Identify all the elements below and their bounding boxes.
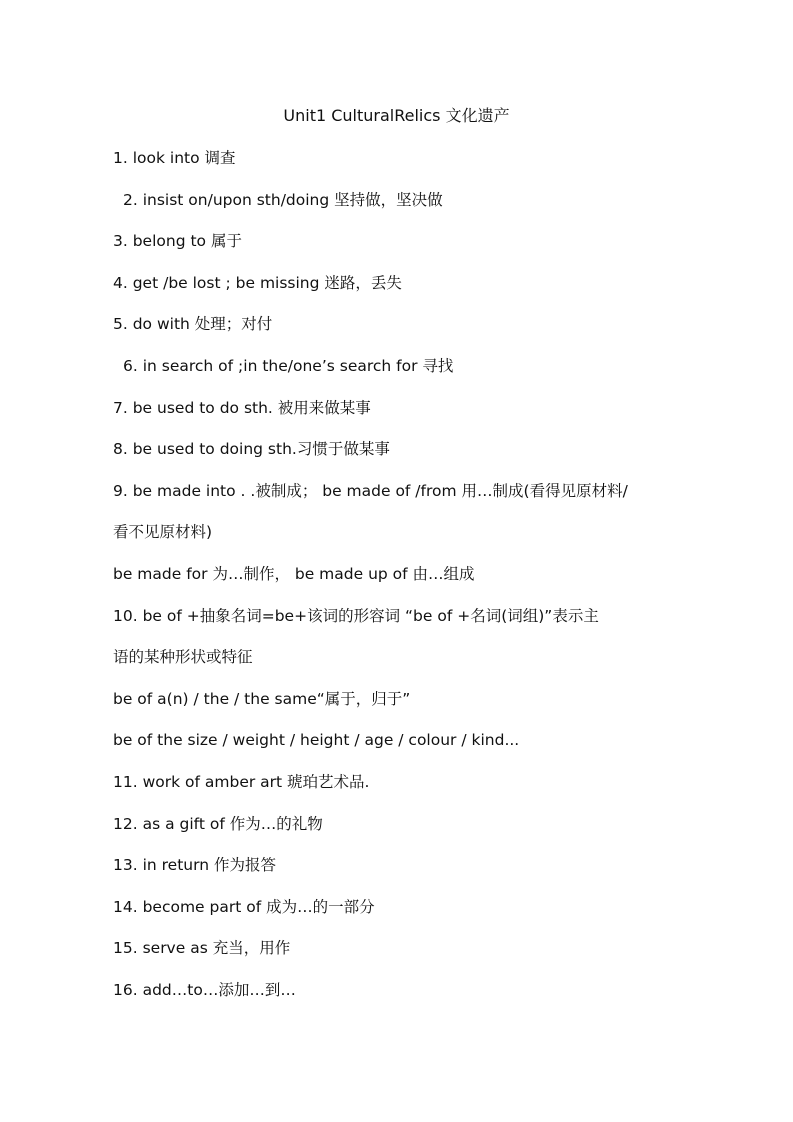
list-item: be of a(n) / the / the same“属于，归于” [113,689,411,708]
list-item: be of the size / weight / height / age / colour / kind... [113,731,520,750]
list-item: 1. look into 调查 [113,149,236,167]
list-item: be made for 为…制作， be made up of 由…组成 [113,564,475,583]
list-item: 15. serve as 充当，用作 [113,939,291,958]
page-title: Unit1 CulturalRelics 文化遗产 [283,106,510,125]
list-item: 12. as a gift of 作为…的礼物 [113,814,323,833]
list-item: 9. be made into . .被制成； be made of /from 用…制成(看得见原材料/ [113,481,628,500]
list-item: 13. in return 作为报答 [113,856,276,875]
list-item: 10. be of +抽象名词=be+该词的形容词 “be of +名词(词组)”表示主 [113,606,599,625]
list-item: 3. belong to 属于 [113,232,242,251]
list-item: 2. insist on/upon sth/doing 坚持做，坚决做 [123,190,443,209]
list-item: 语的某种形状或特征 [113,648,253,667]
list-item: 5. do with 处理；对付 [113,315,273,334]
vocabulary-list [113,146,713,1019]
list-item: 16. add…to…添加…到… [113,980,296,999]
list-item: 8. be used to doing sth.习惯于做某事 [113,440,390,459]
list-item: 6. in search of ;in the/one’s search for 寻找 [123,356,454,375]
list-item: 4. get /be lost ; be missing 迷路，丢失 [113,273,402,292]
list-item: 11. work of amber art 琥珀艺术品. [113,772,370,791]
list-item: 7. be used to do sth. 被用来做某事 [113,398,371,417]
list-item: 14. become part of 成为…的一部分 [113,897,375,916]
list-item: 看不见原材料) [113,523,213,542]
